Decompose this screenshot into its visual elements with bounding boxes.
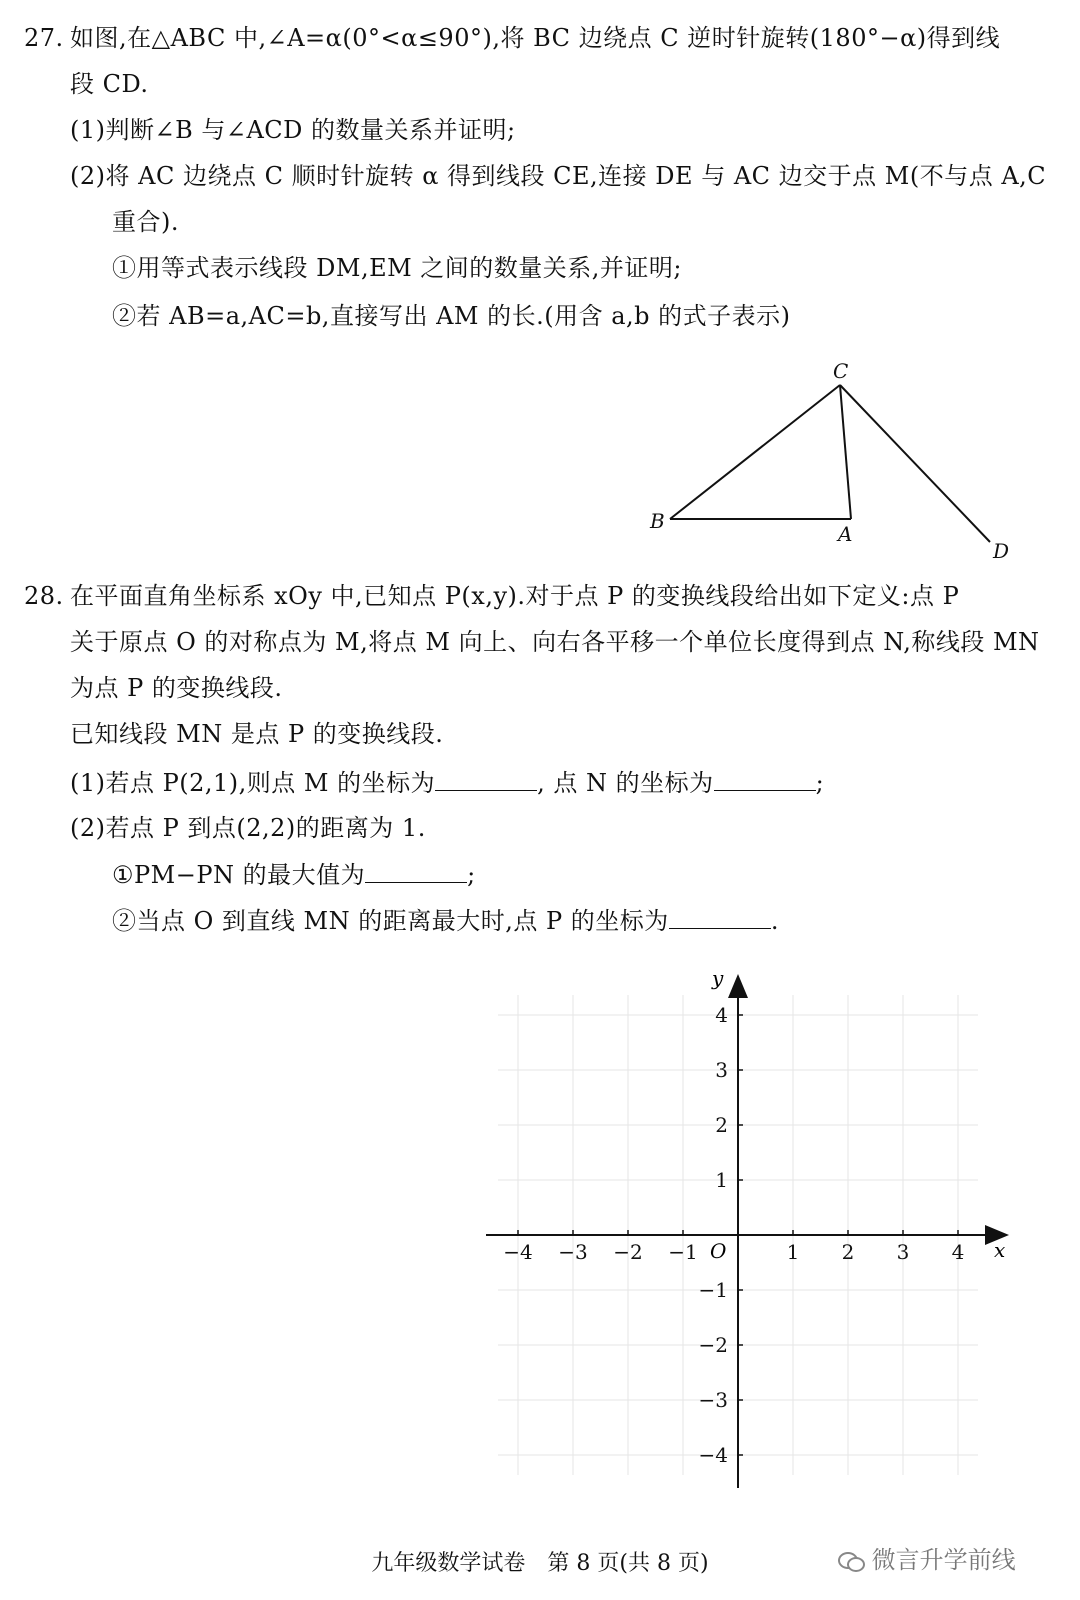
y-tick-label: 1 [715,1168,728,1192]
x-tick-label: −3 [558,1240,588,1264]
x-tick-label: −4 [503,1240,533,1264]
q28-part1-text-a: (1)若点 P(2,1),则点 M 的坐标为 [70,769,436,797]
label-B: B [650,509,665,533]
y-axis-label: y [712,966,724,990]
q28-part2: (2)若点 P 到点(2,2)的距离为 1. [70,814,426,842]
q27-part2-line2: 重合). [112,208,179,236]
x-axis-label: x [994,1238,1006,1262]
q28-sub1-text: ①PM−PN 的最大值为 [112,861,366,889]
q28-number: 28. [24,582,64,610]
q28-sub2-end: . [770,907,779,935]
watermark [838,1540,1016,1575]
y-tick-label: −1 [698,1278,728,1302]
q27-stem-line1: 如图,在△ABC 中,∠A=α(0°<α≤90°),将 BC 边绕点 C 逆时针旋转(180°−α)得到线 [70,24,1001,52]
y-tick-label: −3 [698,1388,728,1412]
q28-sub2-text: ②当点 O 到直线 MN 的距离最大时,点 P 的坐标为 [112,907,669,935]
q28-part1-text-b: , 点 N 的坐标为 [537,769,714,797]
y-tick-label: 2 [715,1113,728,1137]
watermark-text: 微言升学前线 [871,1546,1016,1574]
x-tick-label: 2 [841,1240,855,1264]
q27-number: 27. [24,24,64,52]
q28-stem-line2: 关于原点 O 的对称点为 M,将点 M 向上、向右各平移一个单位长度得到点 N,称线段 MN [70,628,1040,656]
x-tick-label: −2 [613,1240,643,1264]
q28-sub1-end: ; [467,861,476,889]
q27-stem-line2: 段 CD. [70,70,149,98]
y-tick-label: −4 [698,1443,728,1467]
x-tick-label: 3 [896,1240,910,1264]
q27-sub1: ①用等式表示线段 DM,EM 之间的数量关系,并证明; [112,254,683,282]
x-tick-label: 1 [786,1240,800,1264]
label-C: C [833,359,849,383]
wechat-icon [838,1550,864,1570]
q27-part2-line1: (2)将 AC 边绕点 C 顺时针旋转 α 得到线段 CE,连接 DE 与 AC 边交于点 M(不与点 A,C [70,162,1047,190]
q28-given: 已知线段 MN 是点 P 的变换线段. [70,720,444,748]
x-tick-label: −1 [668,1240,698,1264]
y-tick-label: 3 [715,1058,728,1082]
y-tick-label: 4 [715,1003,728,1027]
q28-stem-line3: 为点 P 的变换线段. [70,674,283,702]
q27-sub2: ②若 AB=a,AC=b,直接写出 AM 的长.(用含 a,b 的式子表示) [112,302,791,330]
q28-part1-end: ; [815,769,825,797]
y-tick-label: −2 [698,1333,728,1357]
label-A: A [838,522,853,546]
x-tick-label: 4 [951,1240,965,1264]
page-footer: 九年级数学试卷 第 8 页(共 8 页) [371,1551,709,1576]
q28-stem-line1: 在平面直角坐标系 xOy 中,已知点 P(x,y).对于点 P 的变换线段给出如下定义:点 P [70,582,960,610]
q27-part1: (1)判断∠B 与∠ACD 的数量关系并证明; [70,116,516,144]
label-D: D [993,539,1010,563]
origin-label: O [710,1239,727,1263]
